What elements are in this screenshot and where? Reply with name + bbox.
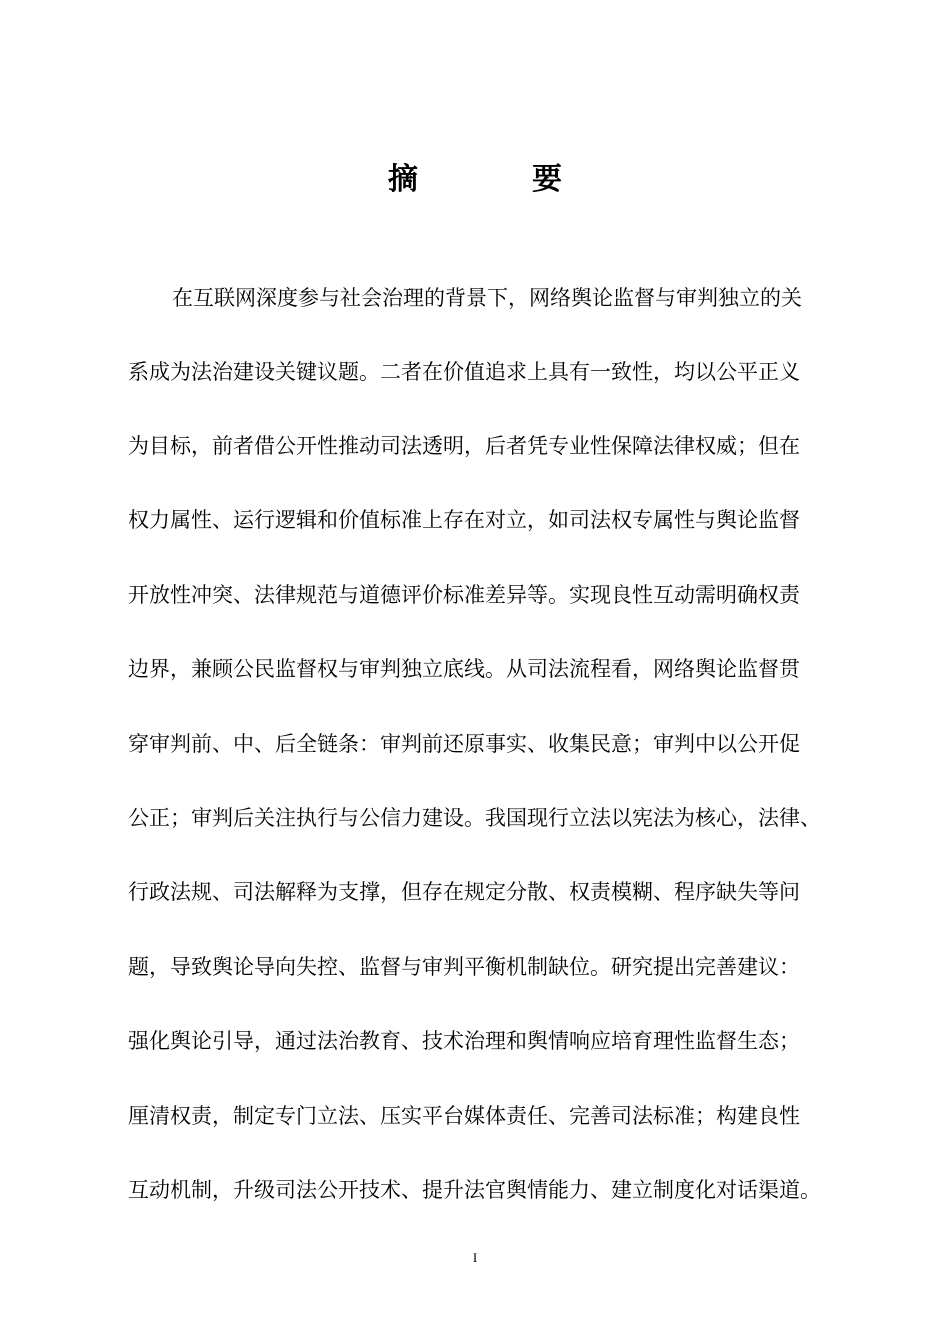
abstract-line: 行政法规、司法解释为支撑，但存在规定分散、权责模糊、程序缺失等问 [128, 880, 800, 904]
abstract-line: 为目标，前者借公开性推动司法透明，后者凭专业性保障法律权威；但在 [128, 434, 800, 458]
abstract-line: 在互联网深度参与社会治理的背景下，网络舆论监督与审判独立的关 [172, 286, 802, 310]
abstract-line: 穿审判前、中、后全链条：审判前还原事实、收集民意；审判中以公开促 [128, 732, 800, 756]
page-number: I [472, 1250, 478, 1265]
abstract-line: 系成为法治建设关键议题。二者在价值追求上具有一致性，均以公平正义 [128, 360, 800, 384]
page-title: 摘 要 [388, 162, 604, 197]
abstract-line: 厘清权责，制定专门立法、压实平台媒体责任、完善司法标准；构建良性 [128, 1104, 800, 1128]
abstract-line: 权力属性、运行逻辑和价值标准上存在对立，如司法权专属性与舆论监督 [128, 508, 800, 532]
abstract-line: 强化舆论引导，通过法治教育、技术治理和舆情响应培育理性监督生态； [128, 1029, 800, 1053]
abstract-line: 边界，兼顾公民监督权与审判独立底线。从司法流程看，网络舆论监督贯 [128, 657, 800, 681]
abstract-line: 开放性冲突、法律规范与道德评价标准差异等。实现良性互动需明确权责 [128, 583, 800, 607]
abstract-line: 题，导致舆论导向失控、监督与审判平衡机制缺位。研究提出完善建议： [128, 955, 800, 979]
abstract-line: 互动机制，升级司法公开技术、提升法官舆情能力、建立制度化对话渠道。 [128, 1178, 821, 1202]
abstract-line: 公正；审判后关注执行与公信力建设。我国现行立法以宪法为核心，法律、 [128, 806, 821, 830]
